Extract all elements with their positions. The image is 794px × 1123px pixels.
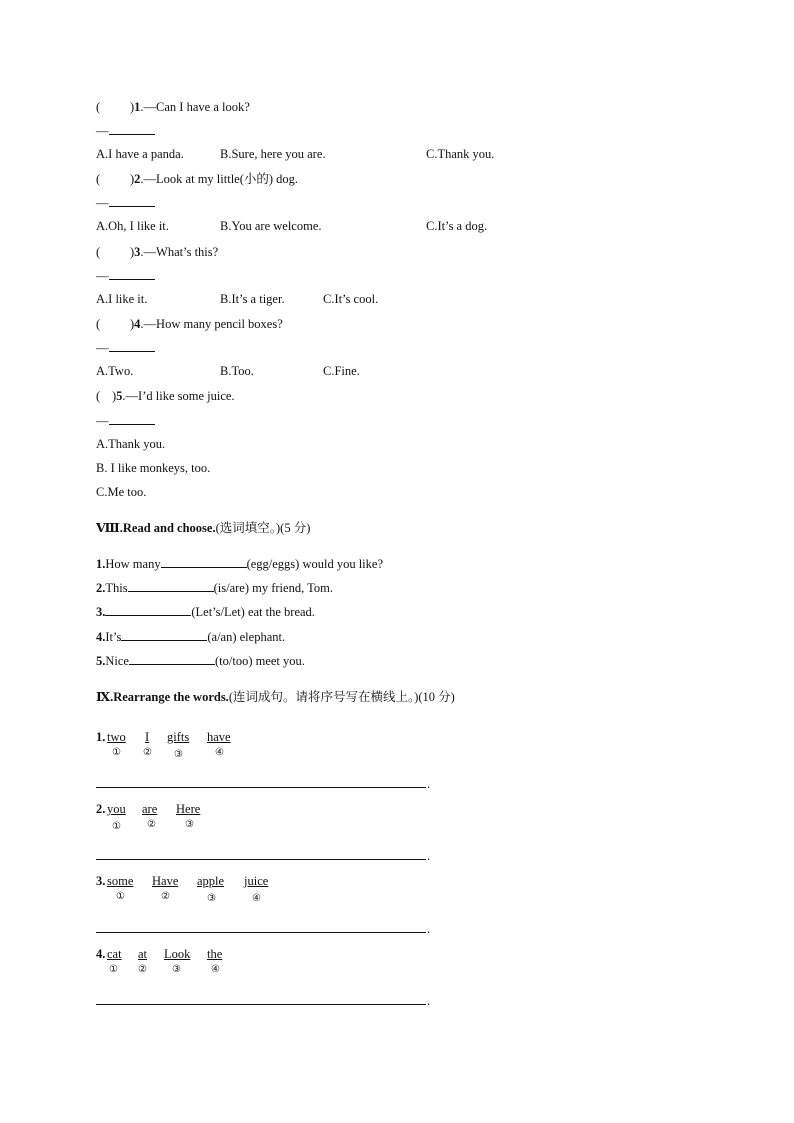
question-number: 4 (134, 317, 141, 331)
item-after: (to/too) meet you. (214, 654, 305, 668)
circled-number: ② (161, 891, 170, 902)
word-4: have (207, 730, 231, 744)
question-prompt: .—Look at my little(小的) dog. (140, 172, 299, 186)
item-number: 2. (96, 581, 106, 595)
word-3: Look (164, 947, 191, 961)
circled-number: ③ (185, 819, 194, 830)
answer-writing-line[interactable] (96, 1004, 426, 1005)
circled-number: ① (112, 821, 121, 832)
question-2 (96, 171, 298, 187)
option-b: B.You are welcome. (220, 219, 322, 233)
item-after: (a/an) elephant. (207, 630, 286, 644)
circled-number: ① (116, 891, 125, 902)
circled-number: ② (138, 964, 147, 975)
fill-blank[interactable] (128, 580, 214, 592)
question-number: 3 (134, 245, 141, 259)
answer-blank[interactable] (109, 123, 155, 135)
item-after: (Let’s/Let) eat the bread. (191, 605, 315, 619)
answer-paren[interactable] (96, 244, 130, 260)
fill-blank[interactable] (129, 653, 215, 665)
word-3: Here (176, 802, 201, 816)
option-a: A.I have a panda. (96, 147, 184, 161)
word-2: at (138, 947, 148, 961)
section-numeral: Ⅸ. (96, 690, 114, 704)
paren-open: ( (96, 172, 101, 186)
word-1: cat (107, 947, 122, 961)
item-number: 4. (96, 630, 106, 644)
option-a: A.Thank you. (96, 437, 166, 451)
fill-blank[interactable] (121, 629, 207, 641)
circled-number: ② (147, 819, 156, 830)
answer-dash: — (96, 269, 109, 283)
paren-open: ( (96, 100, 101, 114)
section-8-heading (96, 519, 310, 537)
period: . (427, 777, 431, 791)
answer-blank[interactable] (109, 413, 155, 425)
answer-writing-line[interactable] (96, 932, 426, 933)
question-3 (96, 244, 218, 260)
answer-dash: — (96, 341, 109, 355)
fill-blank[interactable] (161, 556, 247, 568)
section-title: Read and choose. (122, 521, 216, 535)
item-number: 3. (96, 874, 106, 888)
paren-close: ) (130, 317, 135, 331)
question-4 (96, 316, 283, 332)
item-before: How many (105, 557, 161, 571)
fill-item-5 (96, 653, 305, 669)
answer-paren[interactable] (96, 388, 112, 404)
word-4: the (207, 947, 223, 961)
word-4: juice (244, 874, 269, 888)
paren-open: ( (96, 245, 101, 259)
answer-line (96, 195, 155, 211)
circled-number: ④ (215, 747, 224, 758)
option-c: C.Thank you. (426, 147, 495, 161)
question-prompt: .—I’d like some juice. (122, 389, 235, 403)
answer-writing-line[interactable] (96, 787, 426, 788)
section-numeral: Ⅷ. (96, 521, 123, 535)
option-a: A.Two. (96, 364, 134, 378)
paren-close: ) (130, 245, 135, 259)
question-number: 5 (116, 389, 123, 403)
item-number: 5. (96, 654, 106, 668)
question-prompt: .—How many pencil boxes? (140, 317, 283, 331)
question-number: 2 (134, 172, 141, 186)
circled-number: ③ (207, 893, 216, 904)
circled-number: ② (143, 747, 152, 758)
option-b: B.Sure, here you are. (220, 147, 326, 161)
item-after: (is/are) my friend, Tom. (213, 581, 333, 595)
item-number: 3. (96, 605, 106, 619)
fill-item-1 (96, 556, 383, 572)
answer-paren[interactable] (96, 171, 130, 187)
circled-number: ④ (211, 964, 220, 975)
fill-item-4 (96, 629, 285, 645)
word-3: apple (197, 874, 225, 888)
question-1 (96, 99, 250, 115)
answer-dash: — (96, 124, 109, 138)
period: . (427, 849, 431, 863)
word-3: gifts (167, 730, 190, 744)
item-after: (egg/eggs) would you like? (246, 557, 384, 571)
option-c: C.It’s cool. (323, 292, 379, 306)
option-a: A.Oh, I like it. (96, 219, 169, 233)
word-2: I (145, 730, 150, 744)
item-number: 1. (96, 730, 106, 744)
answer-line (96, 123, 155, 139)
item-number: 2. (96, 802, 106, 816)
period: . (427, 994, 431, 1008)
section-title: Rearrange the words. (113, 690, 229, 704)
circled-number: ① (109, 964, 118, 975)
option-b: B.Too. (220, 364, 254, 378)
answer-dash: — (96, 414, 109, 428)
answer-dash: — (96, 196, 109, 210)
circled-number: ③ (174, 749, 183, 760)
paren-open: ( (96, 317, 101, 331)
question-number: 1 (134, 100, 141, 114)
option-b: B. I like monkeys, too. (96, 461, 211, 475)
paren-open: ( (96, 389, 101, 403)
item-before: This (105, 581, 128, 595)
answer-paren[interactable] (96, 316, 130, 332)
question-prompt: .—What’s this? (140, 245, 219, 259)
word-2: Have (152, 874, 179, 888)
fill-item-3 (96, 604, 315, 620)
item-number: 1. (96, 557, 106, 571)
answer-blank[interactable] (109, 195, 155, 207)
option-a: A.I like it. (96, 292, 148, 306)
answer-line (96, 268, 155, 284)
option-b: B.It’s a tiger. (220, 292, 285, 306)
word-2: are (142, 802, 158, 816)
paren-close: ) (112, 389, 117, 403)
paren-close: ) (130, 100, 135, 114)
answer-line (96, 340, 155, 356)
period: . (427, 922, 431, 936)
item-before: Nice (105, 654, 129, 668)
fill-item-2 (96, 580, 333, 596)
section-instruction: (连词成句。请将序号写在横线上。)(10 分) (228, 690, 455, 704)
question-5 (96, 388, 235, 404)
word-1: two (107, 730, 126, 744)
answer-blank[interactable] (109, 340, 155, 352)
option-c: C.It’s a dog. (426, 219, 488, 233)
item-number: 4. (96, 947, 106, 961)
answer-line (96, 413, 155, 429)
question-prompt: .—Can I have a look? (140, 100, 250, 114)
paren-close: ) (130, 172, 135, 186)
option-c: C.Me too. (96, 485, 147, 499)
fill-blank[interactable] (105, 604, 191, 616)
section-instruction: (选词填空。)(5 分) (215, 521, 311, 535)
answer-writing-line[interactable] (96, 859, 426, 860)
circled-number: ③ (172, 964, 181, 975)
circled-number: ④ (252, 893, 261, 904)
circled-number: ① (112, 747, 121, 758)
word-1: you (107, 802, 126, 816)
section-9-heading (96, 688, 455, 706)
option-c: C.Fine. (323, 364, 360, 378)
item-before: It’s (105, 630, 122, 644)
word-1: some (107, 874, 134, 888)
answer-paren[interactable] (96, 99, 130, 115)
answer-blank[interactable] (109, 268, 155, 280)
